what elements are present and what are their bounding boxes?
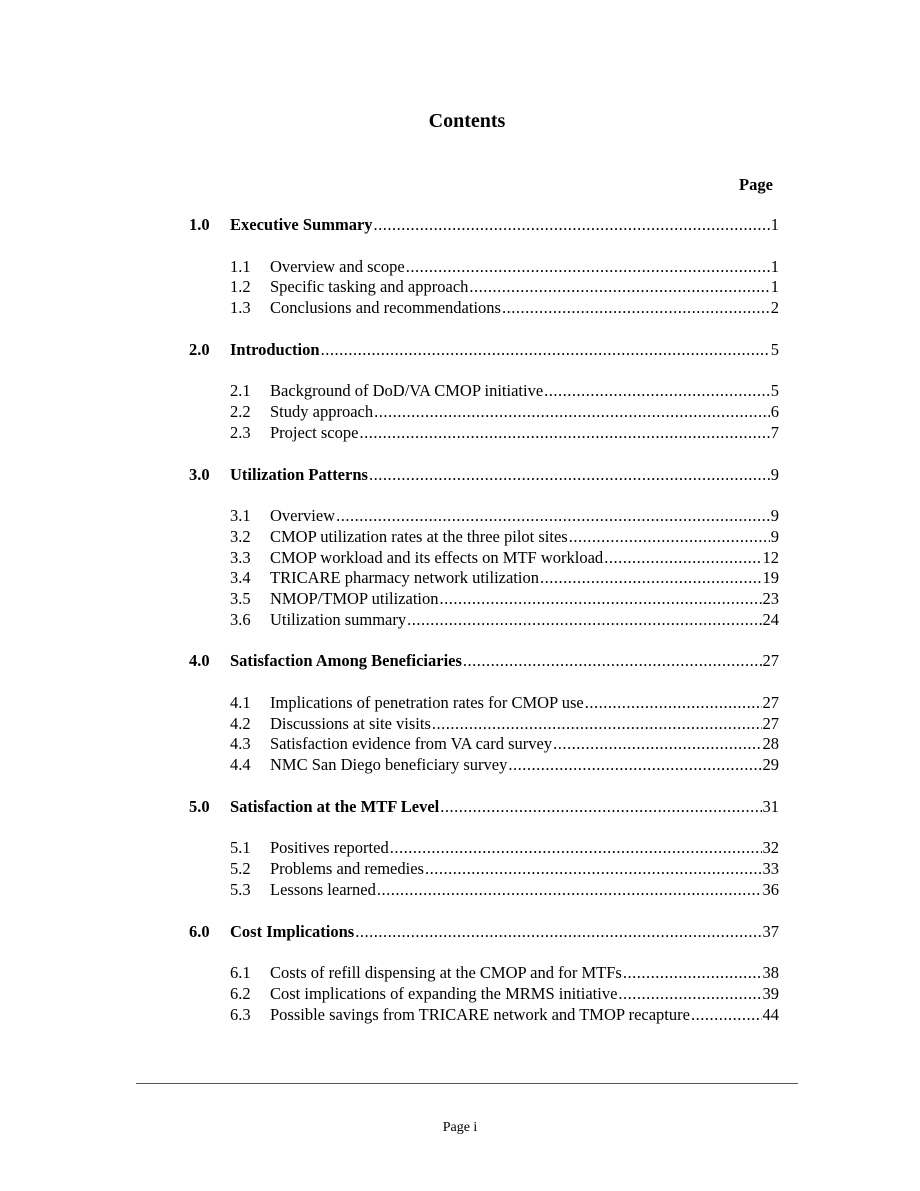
dot-leader xyxy=(502,298,770,319)
toc-entry-number: 2.1 xyxy=(230,381,251,401)
toc-entry-number: 3.0 xyxy=(189,464,210,484)
dot-leader xyxy=(336,506,770,527)
toc-entry-page: 9 xyxy=(770,526,779,546)
toc-entry-page: 7 xyxy=(770,422,779,442)
toc-section xyxy=(189,922,779,1026)
toc-entry-sub[interactable] xyxy=(189,1005,779,1026)
toc-entry-title: Study approach xyxy=(270,402,374,422)
dot-leader xyxy=(374,402,770,423)
dot-leader xyxy=(355,922,761,943)
table-of-contents xyxy=(189,215,779,1046)
toc-entry-sub[interactable] xyxy=(189,963,779,984)
toc-entry-title: Costs of refill dispensing at the CMOP and for MTFs xyxy=(270,963,622,983)
toc-entry-title: Background of DoD/VA CMOP initiative xyxy=(270,381,544,401)
dot-leader xyxy=(604,548,761,569)
dot-leader xyxy=(540,568,762,589)
toc-entry-page: 39 xyxy=(762,983,779,1003)
dot-leader xyxy=(618,984,761,1005)
toc-entry-sub[interactable] xyxy=(189,381,779,402)
toc-entry-page: 5 xyxy=(770,339,779,359)
dot-leader xyxy=(463,651,762,672)
toc-entry-page: 1 xyxy=(770,256,779,276)
toc-entry-page: 24 xyxy=(762,609,779,629)
dot-leader xyxy=(359,423,769,444)
toc-entry-number: 5.3 xyxy=(230,879,251,899)
dot-leader xyxy=(374,215,770,236)
dot-leader xyxy=(321,340,770,361)
dot-leader xyxy=(369,465,770,486)
toc-entry-number: 6.3 xyxy=(230,1004,251,1024)
toc-entry-number: 4.4 xyxy=(230,755,251,775)
toc-entry-title: Utilization Patterns xyxy=(230,464,368,484)
toc-entry-title: Cost implications of expanding the MRMS initiative xyxy=(270,983,618,1003)
dot-leader xyxy=(569,527,770,548)
toc-entry-page: 32 xyxy=(762,838,779,858)
toc-entry-page: 27 xyxy=(762,713,779,733)
toc-section xyxy=(189,651,779,775)
dot-leader xyxy=(390,838,762,859)
toc-entry-page: 6 xyxy=(770,402,779,422)
toc-entry-title: Satisfaction at the MTF Level xyxy=(230,796,440,816)
toc-entry-title: Satisfaction evidence from VA card survey xyxy=(270,734,553,754)
toc-entry-number: 3.3 xyxy=(230,547,251,567)
toc-section xyxy=(189,340,779,444)
toc-entry-page: 31 xyxy=(762,796,779,816)
toc-entry-title: NMOP/TMOP utilization xyxy=(270,588,439,608)
toc-entry-number: 4.0 xyxy=(189,651,210,671)
dot-leader xyxy=(440,589,762,610)
toc-entry-number: 6.0 xyxy=(189,921,210,941)
toc-entry-number: 3.2 xyxy=(230,526,251,546)
toc-entry-page: 27 xyxy=(762,651,779,671)
toc-entry-sub[interactable] xyxy=(189,734,779,755)
dot-leader xyxy=(440,797,761,818)
dot-leader xyxy=(425,859,762,880)
page-column-header: Page xyxy=(739,175,773,194)
toc-entry-page: 2 xyxy=(770,298,779,318)
toc-entry-number: 2.0 xyxy=(189,339,210,359)
toc-entry-title: Cost Implications xyxy=(230,921,355,941)
toc-entry-sub[interactable] xyxy=(189,527,779,548)
toc-entry-page: 9 xyxy=(770,464,779,484)
toc-entry-number: 5.1 xyxy=(230,838,251,858)
toc-section xyxy=(189,215,779,319)
toc-entry-sub[interactable] xyxy=(189,402,779,423)
toc-entry-page: 1 xyxy=(770,215,779,234)
toc-section xyxy=(189,797,779,901)
toc-entry-title: CMOP utilization rates at the three pilot sites xyxy=(270,526,568,546)
toc-entry-sub[interactable] xyxy=(189,984,779,1005)
toc-entry-title: Satisfaction Among Beneficiaries xyxy=(230,651,462,671)
toc-entry-number: 3.4 xyxy=(230,568,251,588)
toc-entry-sub[interactable] xyxy=(189,714,779,735)
toc-entry-sub[interactable] xyxy=(189,277,779,298)
footer-page-number: Page i xyxy=(442,1120,478,1135)
toc-entry-main[interactable] xyxy=(189,465,779,486)
toc-entry-page: 12 xyxy=(762,547,779,567)
dot-leader xyxy=(377,880,762,901)
toc-entry-number: 3.1 xyxy=(230,506,251,526)
toc-entry-number: 6.2 xyxy=(230,983,251,1003)
dot-leader xyxy=(406,257,770,278)
toc-entry-title: Discussions at site visits xyxy=(270,713,431,733)
toc-entry-sub[interactable] xyxy=(189,298,779,319)
toc-entry-title: Project scope xyxy=(270,422,359,442)
toc-entry-number: 2.2 xyxy=(230,402,251,422)
toc-entry-title: CMOP workload and its effects on MTF workload xyxy=(270,547,604,567)
toc-entry-number: 2.3 xyxy=(230,422,251,442)
dot-leader xyxy=(432,714,762,735)
toc-entry-title: Problems and remedies xyxy=(270,859,424,879)
toc-entry-sub[interactable] xyxy=(189,610,779,631)
toc-entry-title: Lessons learned xyxy=(270,879,376,899)
page-title: Contents xyxy=(428,110,506,132)
toc-entry-title: Conclusions and recommendations xyxy=(270,298,501,318)
toc-section xyxy=(189,465,779,631)
dot-leader xyxy=(553,734,761,755)
toc-entry-number: 6.1 xyxy=(230,963,251,983)
toc-entry-sub[interactable] xyxy=(189,589,779,610)
toc-entry-number: 1.1 xyxy=(230,256,251,276)
dot-leader xyxy=(585,693,762,714)
toc-entry-number: 4.2 xyxy=(230,713,251,733)
toc-entry-page: 9 xyxy=(770,506,779,526)
toc-entry-page: 38 xyxy=(762,963,779,983)
toc-entry-number: 3.6 xyxy=(230,609,251,629)
toc-entry-sub[interactable] xyxy=(189,423,779,444)
dot-leader xyxy=(508,755,761,776)
toc-entry-main[interactable] xyxy=(189,215,779,236)
toc-entry-title: Implications of penetration rates for CMOP use xyxy=(270,693,584,712)
toc-entry-title: Possible savings from TRICARE network and TMOP recapture xyxy=(270,1004,690,1024)
toc-entry-sub[interactable] xyxy=(189,693,779,714)
toc-entry-main[interactable] xyxy=(189,797,779,818)
toc-entry-title: Introduction xyxy=(230,339,320,359)
toc-entry-sub[interactable] xyxy=(189,755,779,776)
toc-entry-page: 37 xyxy=(762,921,779,941)
toc-entry-sub[interactable] xyxy=(189,548,779,569)
toc-entry-sub[interactable] xyxy=(189,257,779,278)
toc-entry-title: Overview and scope xyxy=(270,256,405,276)
toc-entry-number: 1.0 xyxy=(189,215,210,234)
toc-entry-main[interactable] xyxy=(189,340,779,361)
toc-entry-title: Executive Summary xyxy=(230,215,373,234)
dot-leader xyxy=(407,610,761,631)
footer-divider xyxy=(136,1083,798,1084)
toc-entry-title: Specific tasking and approach xyxy=(270,277,469,297)
dot-leader xyxy=(623,963,762,984)
toc-entry-page: 1 xyxy=(770,277,779,297)
toc-entry-sub[interactable] xyxy=(189,506,779,527)
toc-entry-page: 29 xyxy=(762,755,779,775)
toc-entry-number: 4.1 xyxy=(230,693,251,712)
toc-entry-page: 23 xyxy=(762,588,779,608)
toc-entry-title: Positives reported xyxy=(270,838,389,858)
dot-leader xyxy=(544,381,770,402)
toc-entry-title: NMC San Diego beneficiary survey xyxy=(270,755,508,775)
toc-entry-number: 1.3 xyxy=(230,298,251,318)
toc-entry-page: 33 xyxy=(762,859,779,879)
dot-leader xyxy=(469,277,769,298)
toc-entry-main[interactable] xyxy=(189,922,779,943)
toc-entry-page: 28 xyxy=(762,734,779,754)
toc-entry-page: 36 xyxy=(762,879,779,899)
toc-entry-number: 5.2 xyxy=(230,859,251,879)
toc-entry-number: 1.2 xyxy=(230,277,251,297)
toc-entry-page: 27 xyxy=(762,693,779,712)
toc-entry-sub[interactable] xyxy=(189,880,779,901)
toc-entry-number: 5.0 xyxy=(189,796,210,816)
toc-entry-page: 19 xyxy=(762,568,779,588)
toc-entry-sub[interactable] xyxy=(189,838,779,859)
toc-entry-page: 44 xyxy=(762,1004,779,1024)
toc-entry-main[interactable] xyxy=(189,651,779,672)
toc-entry-title: Utilization summary xyxy=(270,609,407,629)
toc-entry-sub[interactable] xyxy=(189,568,779,589)
dot-leader xyxy=(691,1005,762,1026)
toc-entry-title: TRICARE pharmacy network utilization xyxy=(270,568,539,588)
toc-entry-sub[interactable] xyxy=(189,859,779,880)
toc-entry-page: 5 xyxy=(770,381,779,401)
toc-entry-number: 3.5 xyxy=(230,588,251,608)
toc-entry-number: 4.3 xyxy=(230,734,251,754)
toc-entry-title: Overview xyxy=(270,506,336,526)
